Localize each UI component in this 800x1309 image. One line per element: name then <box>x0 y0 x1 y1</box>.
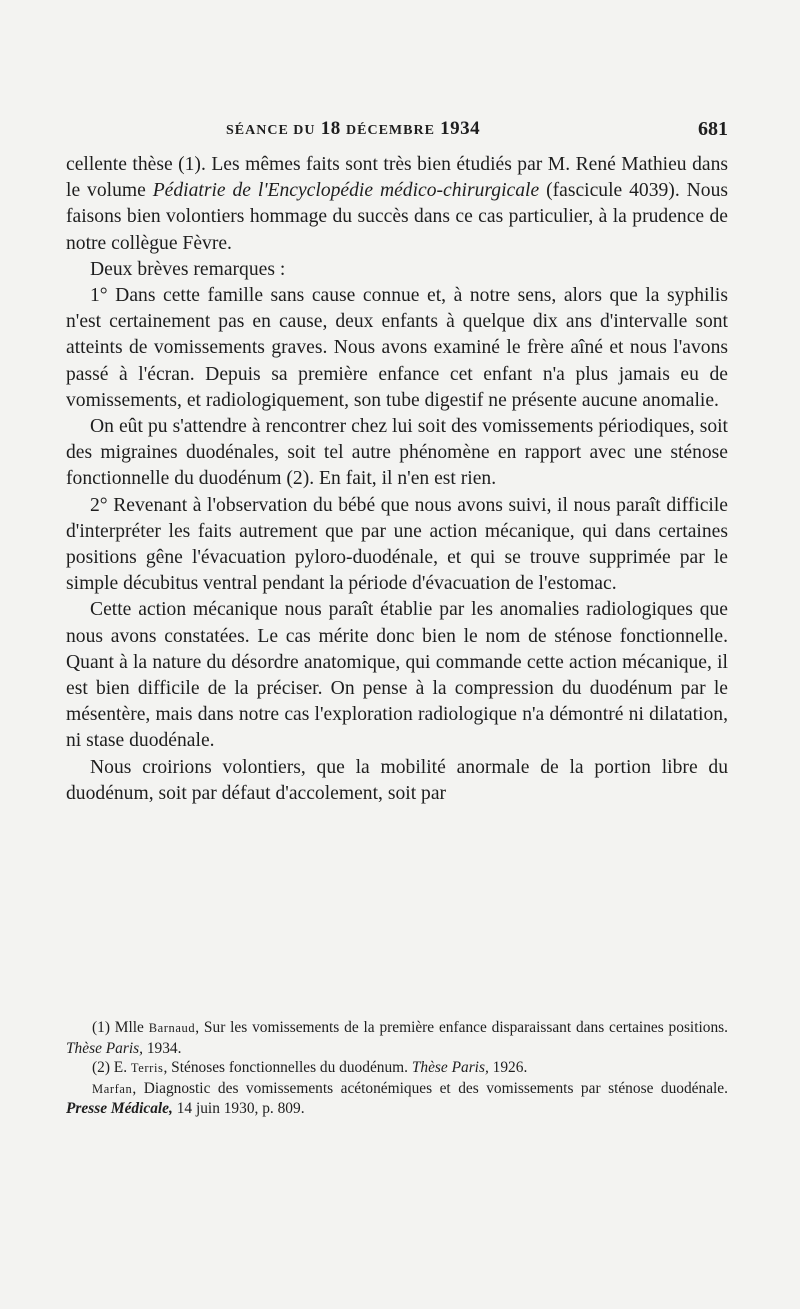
paragraph-3: 1° Dans cette famille sans cause connue et, à notre sens, alors que la syphilis n'est certainement pas en cause, deux enfants à quelque dix ans d'intervalle sont atteints de vomissements graves. Nous avons examiné le frère aîné et nous l'avons passé à l'écran. Depuis sa première enfance cet enfant n'a plus jamais eu de vomissements, et radiologiquement, son tube digestif ne présente aucune anomalie. <box>66 285 728 411</box>
footnote-2-source: Thèse Paris, <box>411 1059 489 1077</box>
paragraph-1-italic: Pédiatrie de l'Encyclopédie médico-chirurgicale <box>152 180 540 202</box>
head-year: 1934 <box>440 118 481 139</box>
footnote-2-text: , Sténoses fonctionnelles du duodénum. <box>163 1059 412 1077</box>
footnote-2-year: 1926. <box>488 1059 528 1077</box>
footnote-2 <box>66 1058 728 1079</box>
paragraph-1-start: cellente thèse (1). Les mêmes faits sont très bien étudiés par M. René Mathieu dans le volume <box>66 154 728 202</box>
paragraph-6: Cette action mécanique nous paraît établie par les anomalies radiologiques que nous avons constatées. Le cas mérite donc bien le nom de sténose fonctionnelle. Quant à la nature du désordre anatomique, qui commande cette action mécanique, il est bien difficile de la préciser. On pense à la compression du duodénum par le mésentère, mais dans notre cas l'exploration radiologique n'a démontré ni dilatation, ni stase duodénale. <box>66 599 728 752</box>
footnote-1 <box>66 1018 728 1058</box>
main-text <box>66 152 728 807</box>
running-head-title <box>226 118 480 140</box>
head-prefix: SÉANCE DU <box>226 123 316 138</box>
head-day: 18 <box>320 118 341 139</box>
head-month: DÉCEMBRE <box>346 123 435 138</box>
paragraph-2: Deux brèves remarques : <box>90 258 286 280</box>
footnote-2-author: Terris <box>130 1061 164 1076</box>
paragraph-1 <box>66 152 728 257</box>
paragraph-4: On eût pu s'attendre à rencontrer chez lui soit des vomissements périodiques, soit des migraines duodénales, soit tel autre phénomène en rapport avec une sténose fonctionnelle du duodénum (2). En fait, il n'en est rien. <box>66 416 728 490</box>
footnote-3 <box>66 1079 728 1119</box>
footnote-1-marker: (1) Mlle <box>92 1019 144 1036</box>
page-number: 681 <box>698 118 728 140</box>
footnote-3-text: , Diagnostic des vomissements acétonémiques et des vomissements par sténose duodénale. <box>132 1079 728 1097</box>
paragraph-1-end: (fascicule 4039). Nous faisons bien volontiers hommage du succès dans ce cas particulier, à la prudence de notre collègue Fèvre. <box>66 180 728 254</box>
footnote-2-marker: (2) E. <box>92 1059 128 1077</box>
footnote-3-source: Presse Médicale, <box>66 1100 173 1118</box>
footnote-3-author: Marfan <box>92 1081 133 1096</box>
footnote-1-author: Barnaud <box>148 1021 196 1035</box>
paragraph-7: Nous croirions volontiers, que la mobilité anormale de la portion libre du duodénum, soit par défaut d'accolement, soit par <box>66 756 728 804</box>
footnote-1-text: , Sur les vomissements de la première enfance disparaissant dans certaines positions. <box>195 1019 728 1036</box>
footnotes <box>66 1018 728 1119</box>
footnote-1-source: Thèse Paris, <box>66 1039 143 1057</box>
running-head <box>66 116 728 148</box>
footnote-3-end: 14 juin 1930, p. 809. <box>172 1100 305 1118</box>
footnote-1-year: 1934. <box>142 1039 182 1057</box>
paragraph-5: 2° Revenant à l'observation du bébé que nous avons suivi, il nous paraît difficile d'interpréter les faits autrement que par une action mécanique, qui dans certaines positions gêne l'évacuation pyloro-duodénale, et qui se trouve supprimée par le simple décubitus ventral pendant la période d'évacuation de l'estomac. <box>66 494 728 595</box>
